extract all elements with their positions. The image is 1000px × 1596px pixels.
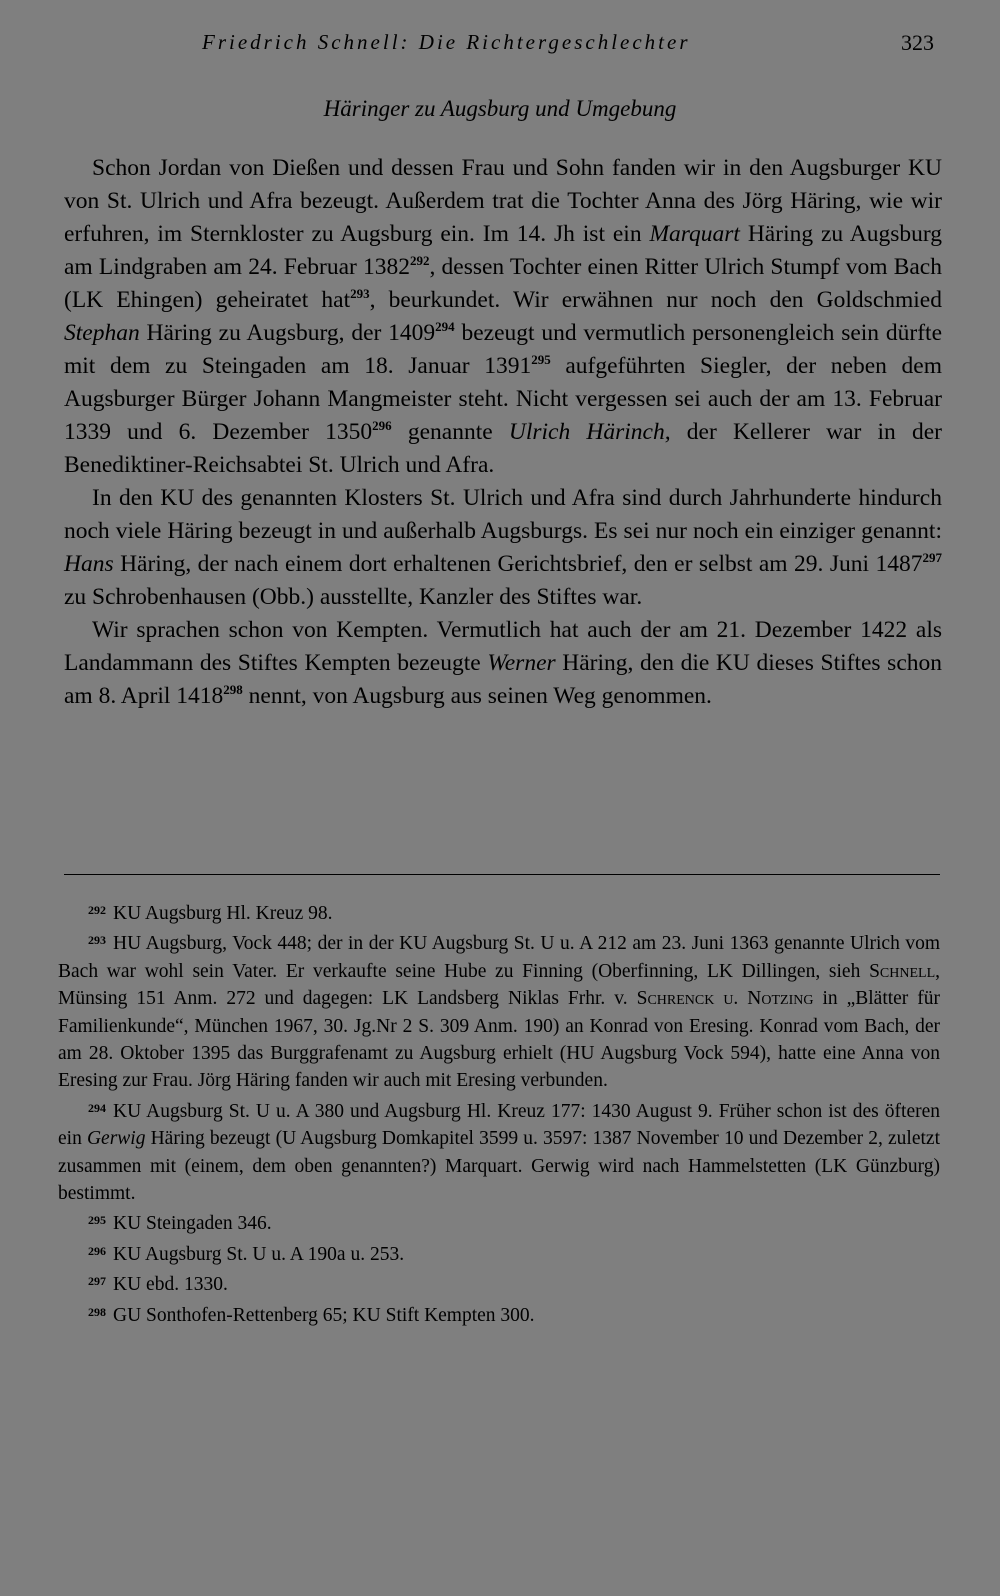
person-name: Hans (64, 551, 114, 577)
footnote-number: 297 (88, 1274, 106, 1289)
footnote-ref: 295 (531, 352, 551, 367)
footnote-text: HU Augsburg, Vock 448; der in der KU Augsburg St. U u. A 212 am 23. Juni 1363 genannte Ulrich vom Bach war wohl sein Vater. Er verkaufte seine Hube zu Finning (Oberfinning, LK Dillingen, sieh (58, 933, 940, 982)
footnote-ref: 292 (409, 253, 430, 268)
text-run: Häring zu Augsburg am Lindgraben am 24. Februar 1382 (64, 221, 942, 280)
footnote-text: KU Augsburg St. U u. A 380 und Augsburg Hl. Kreuz 177: 1430 August 9. Früher schon ist des öfteren ein (58, 1100, 940, 1150)
running-head (0, 30, 1000, 64)
text-run: aufgeführten Siegler, der neben dem Augsburger Bürger Johann Mangmeister steht. Nicht vergessen sei auch der am 13. Februar 1339 und 6. Dezember 1350 (64, 353, 943, 445)
paragraph-3 (64, 614, 942, 713)
footnote-divider (64, 874, 940, 875)
footnote-ref: 293 (350, 286, 370, 301)
person-name: Gerwig (86, 1128, 146, 1150)
text-run: , beurkundet. Wir erwähnen nur noch den Goldschmied (369, 287, 942, 313)
footnote-text: KU ebd. 1330. (113, 1274, 228, 1296)
text-run: Häring, den die KU dieses Stiftes schon am 8. April 1418 (64, 650, 943, 709)
person-name: Ulrich Härinch, (508, 419, 671, 445)
footnote-text: , Münsing 151 Anm. 272 und dagegen: LK Landsberg Niklas Frhr. v. (58, 960, 940, 1010)
footnote-number: 292 (88, 903, 106, 917)
text-run: In den KU des genannten Klosters St. Ulrich und Afra sind durch Jahrhunderte hindurch noch viele Häring bezeugt in und außerhalb Augsburgs. Es sei nur noch ein einziger genannt: (64, 485, 942, 544)
footnote-298 (58, 1299, 940, 1329)
footnote-296 (58, 1238, 940, 1268)
text-run: Schon Jordan von Dießen und dessen Frau und Sohn fanden wir in den Augsburger KU von St. Ulrich und Afra bezeugt. Außerdem trat die Tochter Anna des Jörg Häring, wie wir erfuhren, im Sternkloster zu Augsburg ein. Im 14. Jh ist ein (64, 155, 942, 247)
page-number: 323 (901, 30, 934, 55)
footnote-text: KU Steingaden 346. (113, 1213, 272, 1235)
text-run: genannte (391, 419, 509, 445)
footnote-text: KU Augsburg Hl. Kreuz 98. (113, 903, 333, 924)
text-run: zu Schrobenhausen (Obb.) ausstellte, Kanzler des Stiftes war. (64, 584, 643, 610)
footnote-292 (58, 897, 940, 927)
footnote-295 (58, 1207, 940, 1237)
text-run: Wir sprachen schon von Kempten. Vermutlich hat auch der am 21. Dezember 1422 als Landammann des Stiftes Kempten bezeugte (64, 617, 942, 676)
footnotes (58, 897, 940, 1329)
footnote-text: Häring bezeugt (U Augsburg Domkapitel 3599 u. 3597: 1387 November 10 und Dezember 2, zuletzt zusammen mit (einem, dem oben genannten?) Marquart. Gerwig wird nach Hammelstetten (LK Günzburg) bestimmt. (58, 1128, 940, 1205)
footnote-text: GU Sonthofen-Rettenberg 65; KU Stift Kempten 300. (113, 1304, 535, 1326)
footnote-number: 294 (88, 1100, 106, 1115)
text-run: Häring, der nach einem dort erhaltenen Gerichtsbrief, den er selbst am 29. Juni 1487 (113, 551, 923, 577)
text-run: bezeugt und vermutlich personengleich sein dürfte mit dem zu Steingaden am 18. Januar 1391 (64, 320, 942, 379)
footnote-number: 298 (88, 1304, 106, 1319)
author-name: Schnell (869, 960, 936, 982)
footnote-ref: 294 (435, 319, 455, 334)
text-run: nennt, von Augsburg aus seinen Weg genommen. (242, 683, 712, 709)
footnote-number: 296 (88, 1243, 106, 1258)
author-name: Schrenck u. Notzing (636, 988, 814, 1010)
footnote-ref: 296 (372, 418, 392, 433)
text-run: der Kellerer war in der Benediktiner-Reichsabtei St. Ulrich und Afra. (64, 419, 942, 478)
footnote-number: 295 (88, 1213, 106, 1228)
paragraph-2 (64, 482, 942, 614)
paragraph-1 (64, 152, 942, 482)
footnote-ref: 297 (922, 550, 942, 565)
footnote-293 (58, 927, 940, 1094)
section-title: Häringer zu Augsburg und Umgebung (323, 96, 677, 121)
running-title: Friedrich Schnell: Die Richtergeschlechter (202, 30, 691, 54)
person-name: Stephan (64, 320, 140, 346)
person-name: Marquart (649, 221, 740, 247)
text-run: Häring zu Augsburg, der 1409 (139, 320, 436, 346)
footnote-294 (58, 1095, 940, 1208)
footnote-text: KU Augsburg St. U u. A 190a u. 253. (113, 1243, 405, 1265)
person-name: Werner (487, 650, 556, 676)
body-text (64, 152, 942, 713)
footnote-297 (58, 1268, 940, 1298)
footnote-text: in „Blätter für Familienkunde“, München 1967, 30. Jg.Nr 2 S. 309 Anm. 190) an Konrad von Eresing. Konrad vom Bach, der am 28. Oktober 1395 das Burggrafenamt zu Augsburg erhielt (HU Augsburg Vock 594), hatte eine Anna von Eresing zur Frau. Jörg Häring fanden wir auch mit Eresing verbunden. (58, 988, 941, 1092)
footnote-number: 293 (88, 933, 106, 948)
text-run: , dessen Tochter einen Ritter Ulrich Stumpf vom Bach (LK Ehingen) geheiratet hat (64, 254, 942, 313)
footnote-ref: 298 (223, 682, 243, 697)
